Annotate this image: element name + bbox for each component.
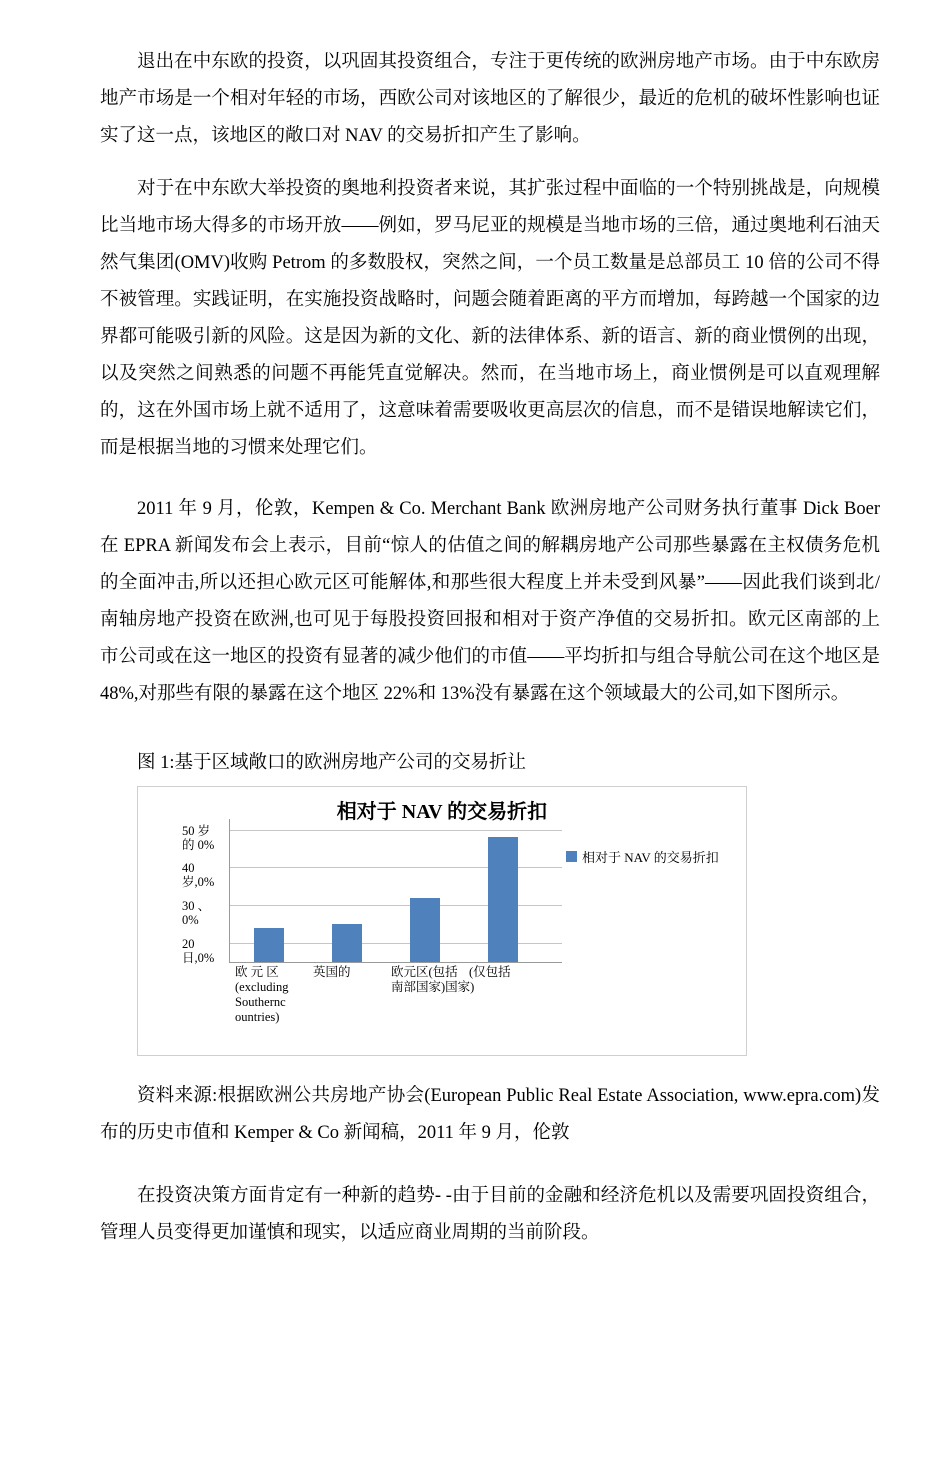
legend-color-swatch-icon	[566, 851, 577, 862]
paragraph-austrian-investors: 对于在中东欧大举投资的奥地利投资者来说，其扩张过程中面临的一个特别挑战是，向规模比当地市场大得多的市场开放——例如，罗马尼亚的规模是当地市场的三倍，通过奥地利石油天然气集团(OMV)收购 Petrom 的多数股权，突然之间，一个员工数量是总部员工 10 倍的公司不得不被管理。实践证明，在实施投资战略时，问题会随着距离的平方而增加，每跨越一个国家的边界都可能吸引新的风险。这是因为新的文化、新的法律体系、新的语言、新的商业惯例的出现，以及突然之间熟悉的问题不再能凭直觉解决。然而，在当地市场上，商业惯例是可以直观理解的，这在外国市场上就不适用了，这意味着需要吸收更高层次的信息，而不是错误地解读它们，而是根据当地的习惯来处理它们。	[100, 179, 880, 458]
paragraph-epra-statement: 2011 年 9 月，伦敦，Kempen & Co. Merchant Bank 欧洲房地产公司财务执行董事 Dick Boer 在 EPRA 新闻发布会上表示，目前“惊人的估值之间的解耦房地产公司那些暴露在主权债务危机的全面冲击,所以还担心欧元区可能解体,和那些很大程度上并未受到风暴”——因此我们谈到北/南轴房地产投资在欧洲,也可见于每股投资回报和相对于资产净值的交易折扣。欧元区南部的上市公司或在这一地区的投资有显著的减少他们的市值——平均折扣与组合导航公司在这个地区是 48%,对那些有限的暴露在这个地区 22%和 13%没有暴露在这个领域最大的公司,如下图所示。	[100, 499, 880, 704]
x-axis-label: 欧 元 区 (excluding Southernc ountries)	[235, 965, 289, 1024]
document-content	[100, 0, 880, 1252]
paragraph-cee-exit: 退出在中东欧的投资，以巩固其投资组合，专注于更传统的欧洲房地产市场。由于中东欧房地产市场是一个相对年轻的市场，西欧公司对该地区的了解很少，最近的危机的破坏性影响也证实了这一点，该地区的敞口对 NAV 的交易折扣产生了影响。	[100, 52, 880, 146]
figure-1-chart	[137, 786, 747, 1056]
x-axis-label: 欧元区(包括 南部国家)国家)	[391, 965, 475, 994]
bar-3	[410, 898, 440, 962]
chart-legend	[566, 847, 719, 866]
y-axis-label: 30 、 0%	[182, 899, 211, 928]
x-axis-label: 英国的	[313, 965, 351, 979]
gridline	[230, 830, 562, 831]
y-axis-label: 50 岁 的 0%	[182, 823, 215, 852]
x-axis-label: (仅包括	[469, 965, 511, 979]
y-axis-label: 40 岁,0%	[182, 861, 215, 890]
bar-1	[254, 928, 284, 962]
chart-plot-area	[229, 819, 562, 963]
source-note: 资料来源:根据欧洲公共房地产协会(European Public Real Estate Association, www.epra.com)发布的历史市值和 Kemper & Co 新闻稿，2011 年 9 月，伦敦	[100, 1086, 880, 1143]
figure-caption: 图 1:基于区域敞口的欧洲房地产公司的交易折让	[137, 753, 527, 773]
legend-label: 相对于 NAV 的交易折扣	[582, 850, 719, 865]
y-axis-label: 20 日,0%	[182, 937, 215, 966]
bar-2	[332, 924, 362, 962]
chart-title: 相对于 NAV 的交易折扣	[336, 801, 548, 823]
bar-4	[488, 837, 518, 962]
closing-paragraph: 在投资决策方面肯定有一种新的趋势- -由于目前的金融和经济危机以及需要巩固投资组合，管理人员变得更加谨慎和现实，以适应商业周期的当前阶段。	[100, 1186, 880, 1243]
